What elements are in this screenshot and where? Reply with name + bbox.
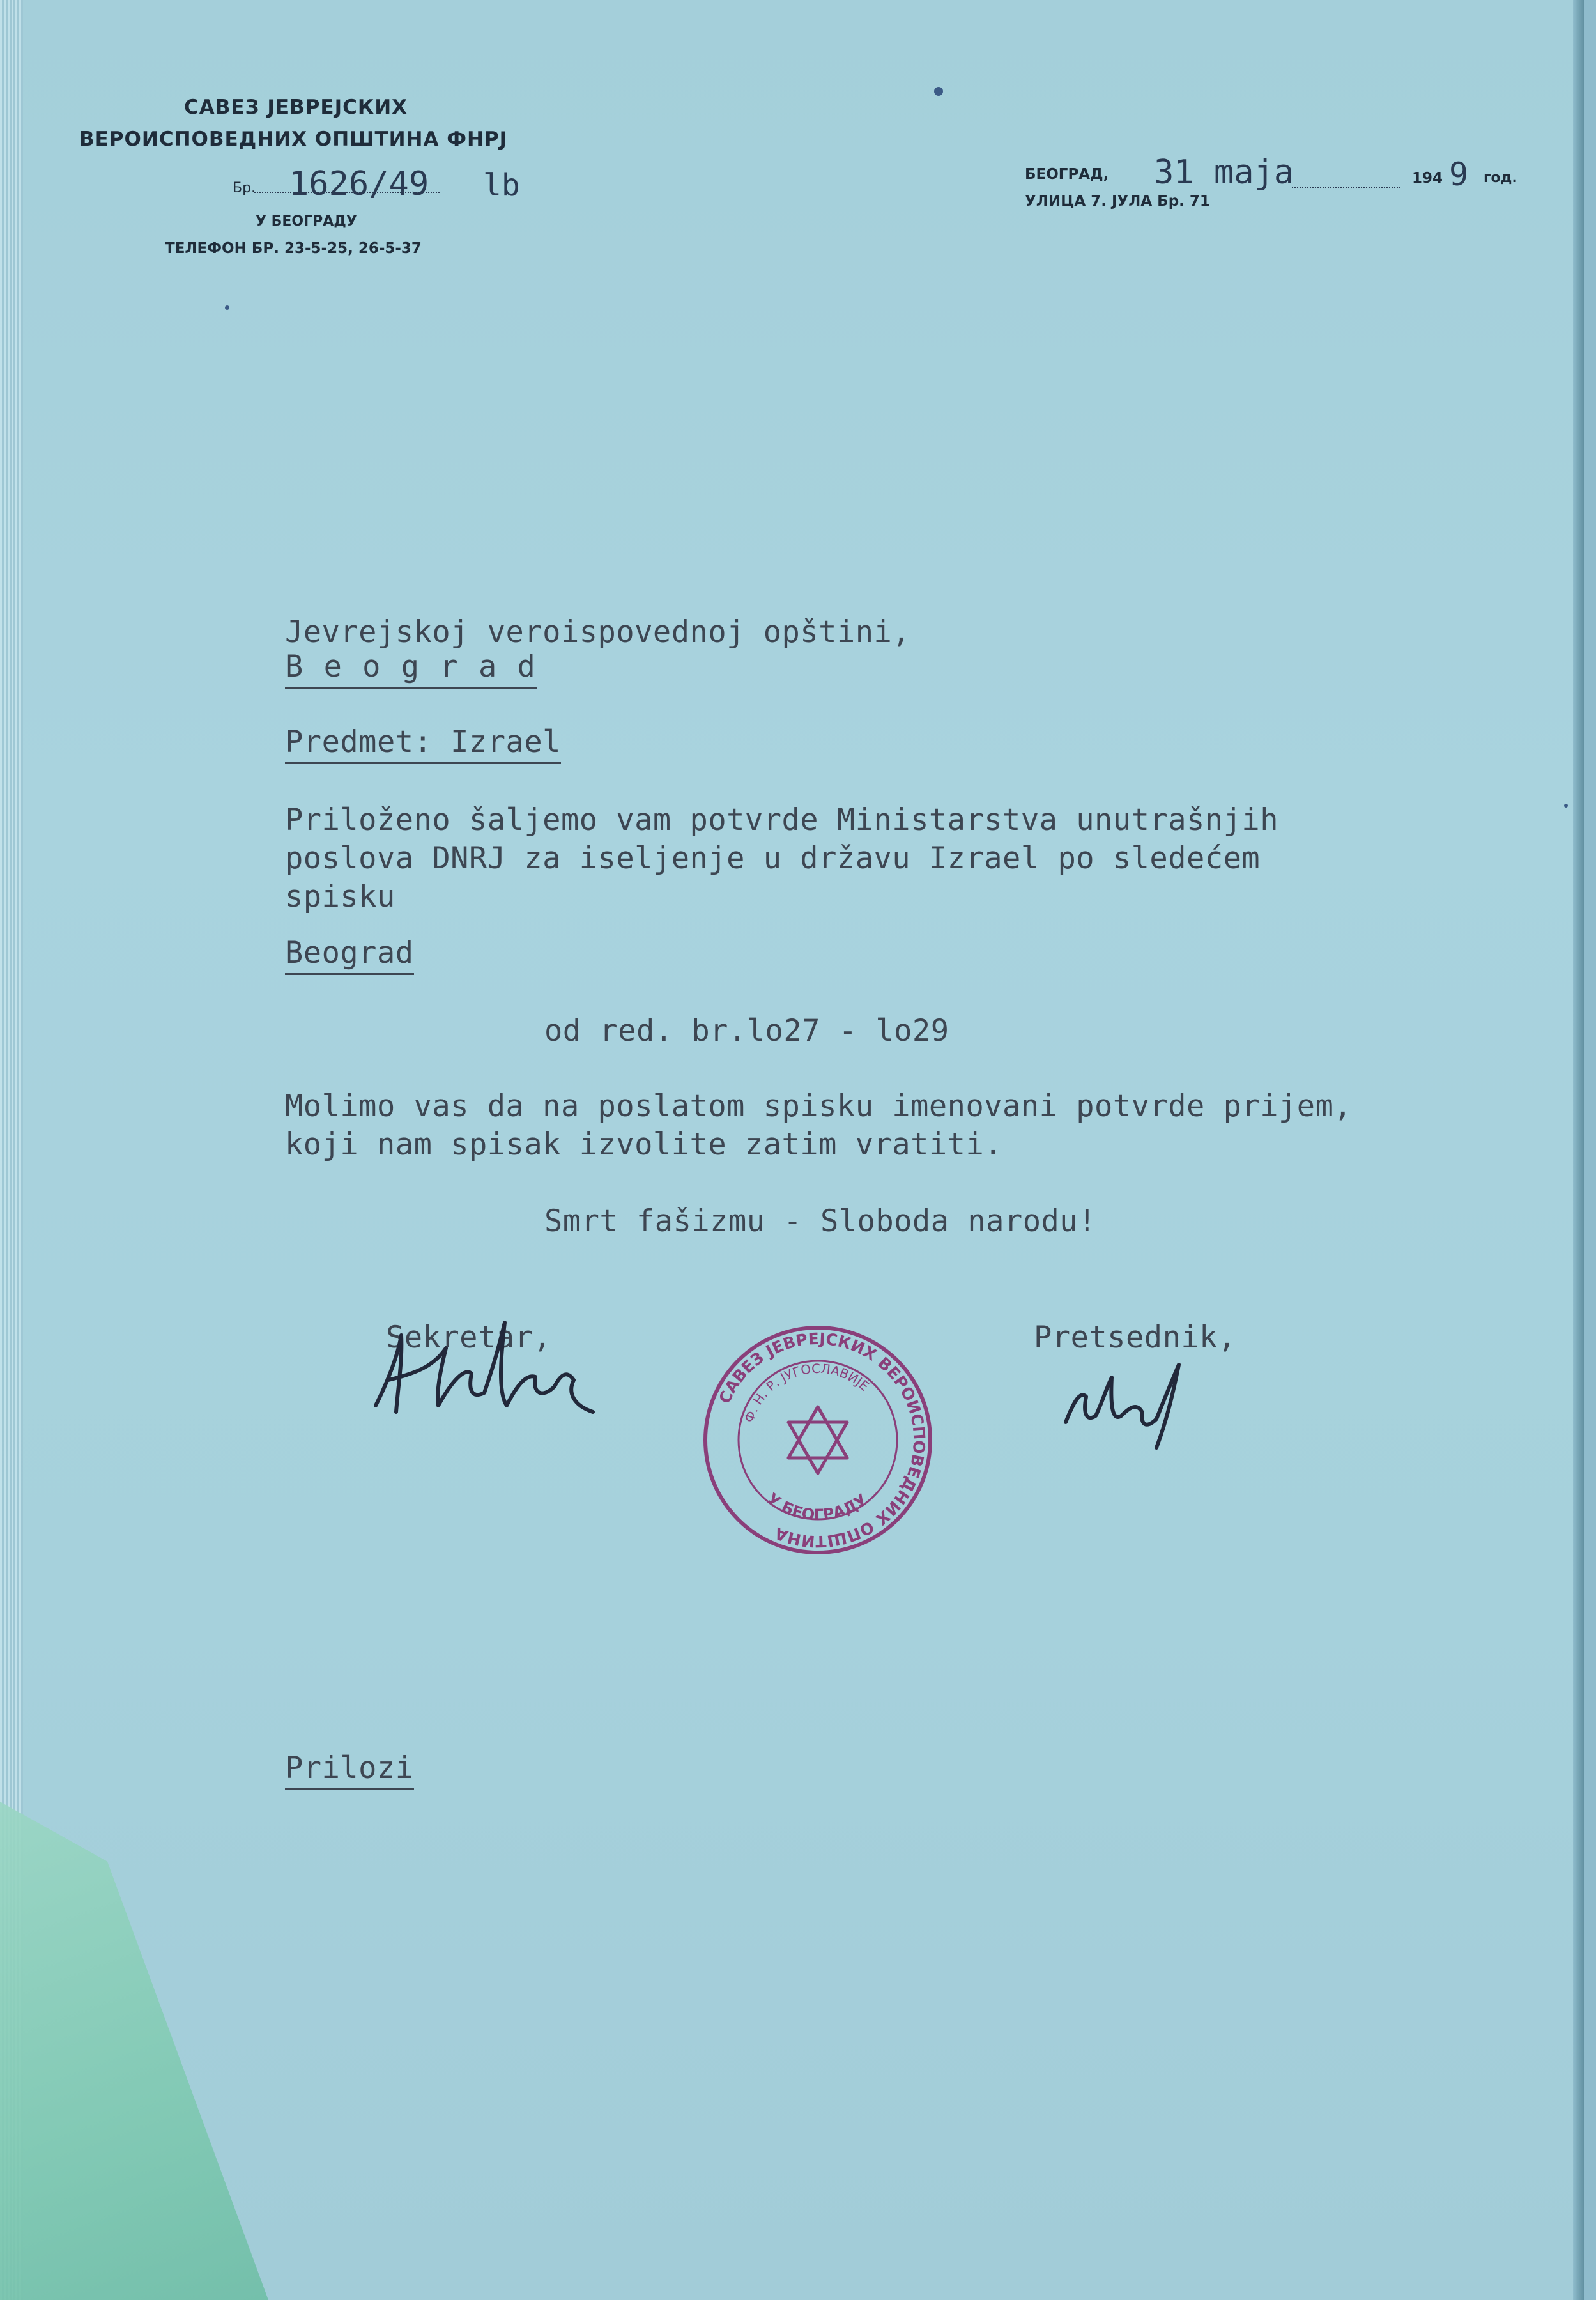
- secretary-signature: [363, 1310, 606, 1431]
- body-paragraph2-line1: Molimo vas da na poslatom spisku imenovani potvrde prijem,: [285, 1089, 1353, 1124]
- ink-speck: [934, 87, 943, 96]
- closing-slogan: Smrt fašizmu - Sloboda narodu!: [544, 1204, 1096, 1239]
- range-line: od red. br.lo27 - lo29: [544, 1013, 949, 1048]
- body-paragraph2-line2: koji nam spisak izvolite zatim vratiti.: [285, 1127, 1003, 1162]
- ink-speck: [1564, 804, 1568, 808]
- year-suffix: 9: [1449, 156, 1469, 193]
- ink-speck: [225, 305, 229, 310]
- letterhead-phone: ТЕЛЕФОН БР. 23-5-25, 26-5-37: [165, 240, 422, 257]
- president-signature: [1061, 1352, 1208, 1454]
- recipient-line1: Jevrejskoj veroispovednoj opštini,: [285, 615, 911, 650]
- recipient-city: B e o g r a d: [285, 649, 537, 689]
- letterhead-city: У БЕОГРАДУ: [256, 213, 357, 229]
- reference-number: 1626/49: [289, 165, 429, 203]
- page-shadow-edge: [1573, 0, 1584, 2300]
- letterhead-street: УЛИЦА 7. ЈУЛА Бр. 71: [1025, 193, 1210, 210]
- reference-suffix: lb: [483, 167, 520, 203]
- president-label: Pretsednik,: [1034, 1320, 1236, 1355]
- folded-corner: [0, 1802, 268, 2300]
- letter-date: 31 maja: [1154, 153, 1294, 192]
- official-stamp: [696, 1319, 939, 1561]
- body-paragraph1-line3: spisku: [285, 879, 395, 914]
- org-name-line1: САВЕЗ JEВРЕЈСКИХ: [184, 96, 408, 119]
- stamp-bottom-text: У БЕОГРАДУ: [763, 1489, 871, 1524]
- body-paragraph1-line1: Priloženo šaljemo vam potvrde Ministarstva unutrašnjih: [285, 802, 1279, 838]
- star-of-david-icon: [788, 1407, 847, 1473]
- date-dotted-line: [1292, 187, 1400, 188]
- org-name-line2: ВЕРОИСПОВЕДНИХ ОПШТИНА ФНРЈ: [79, 128, 508, 151]
- year-label: год.: [1484, 170, 1517, 186]
- year-prefix: 194: [1412, 170, 1443, 187]
- subject-line: Predmet: Izrael: [285, 724, 561, 764]
- place-heading: Beograd: [285, 935, 414, 975]
- body-paragraph1-line2: poslova DNRJ za iseljenje u državu Izrael po sledećem: [285, 841, 1261, 876]
- stamp-inner-text: Ф. Н. Р. ЈУГОСЛАВИЈЕ: [741, 1360, 872, 1425]
- stamp-outer-text: САВЕЗ ЈЕВРЕЈСКИХ ВЕРОИСПОВЕДНИХ ОПШТИНА: [715, 1329, 929, 1551]
- place-label: БЕОГРАД,: [1025, 166, 1109, 183]
- enclosures-label: Prilozi: [285, 1751, 414, 1790]
- secretary-label: Sekretar,: [386, 1320, 552, 1355]
- reference-label: Бр.: [233, 180, 256, 196]
